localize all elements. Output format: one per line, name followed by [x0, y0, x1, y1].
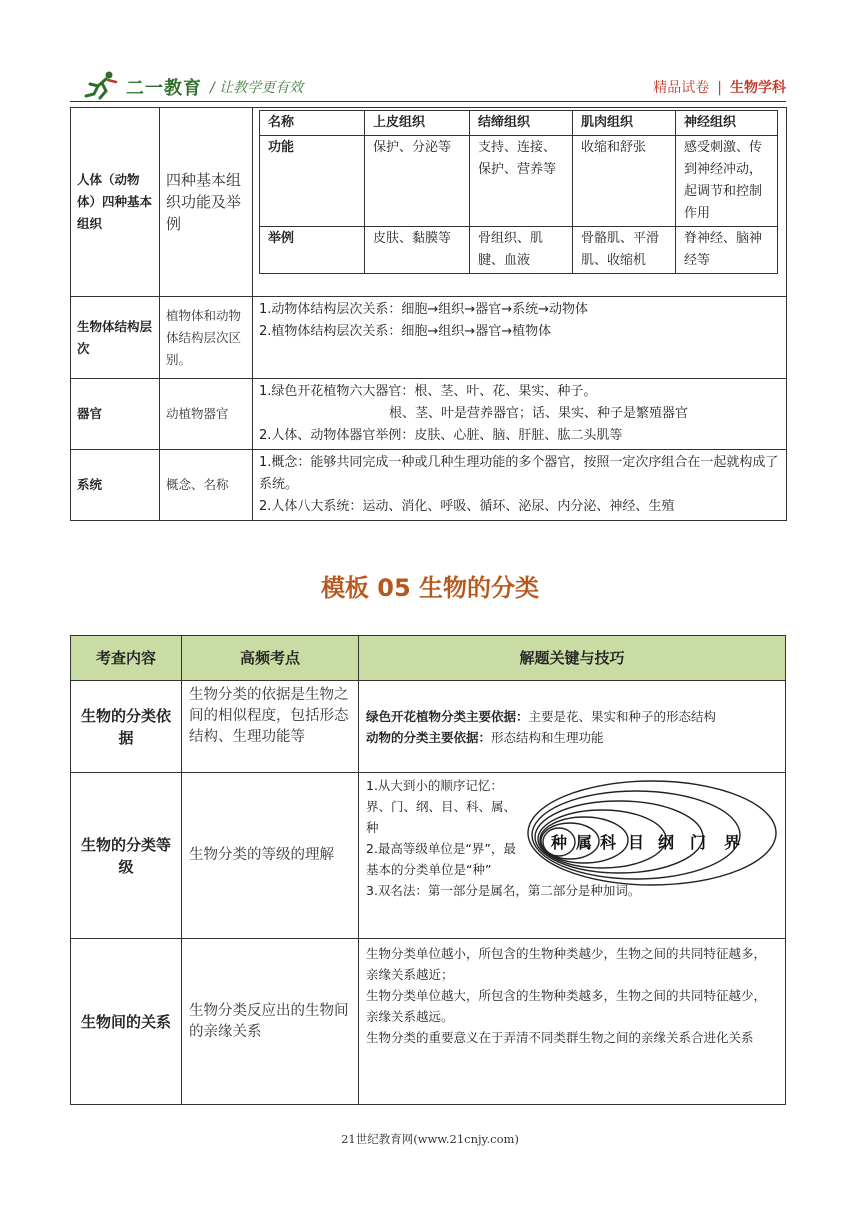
rank-label: 科: [599, 833, 617, 852]
content-line: [366, 727, 778, 748]
content-line: 1.动物体结构层次关系：细胞→组织→器官→系统→动物体: [259, 302, 588, 317]
rank-ovals-diagram: [526, 778, 778, 888]
table-row: [71, 681, 786, 773]
tissue-header: 上皮组织: [365, 111, 470, 136]
table-row: [71, 939, 786, 1105]
content-line: 3.双名法：第一部分是属名，第二部分是种加词。: [366, 883, 641, 898]
example-cell: 皮肤、黏膜等: [365, 227, 470, 274]
table-row: [71, 297, 787, 379]
content-line: [366, 706, 778, 727]
header-rule: [70, 101, 786, 102]
table-row: [71, 450, 787, 521]
content-line: 生物分类单位越大，所包含的生物种类越多，生物之间的共同特征越少，亲缘关系越远。: [366, 988, 767, 1024]
header-separator: |: [717, 80, 722, 96]
content-line: 2.人体八大系统：运动、消化、呼吸、循环、泌尿、内分泌、神经、生殖: [259, 499, 675, 514]
function-cell: 保护、分泌等: [365, 136, 470, 227]
content-cell: [253, 379, 787, 450]
animal-basis-text: 形态结构和生理功能: [491, 729, 604, 745]
content-line: 2.最高等级单位是“界”，最基本的分类单位是“种”: [366, 841, 516, 877]
content-line: 1.从大到小的顺序记忆：界、门、纲、目、科、属、种: [366, 778, 517, 835]
example-cell: 骨骼肌、平滑肌、收缩机: [573, 227, 676, 274]
content-cell: [359, 939, 786, 1105]
page-footer: 21世纪教育网(www.21cnjy.com): [341, 1132, 519, 1146]
point-cell: 植物体和动物体结构层次区别。: [160, 297, 253, 379]
tissue-header: 肌肉组织: [573, 111, 676, 136]
brand-name: 二一教育: [126, 78, 202, 99]
point-cell: 生物分类的等级的理解: [182, 773, 359, 939]
header-right: [653, 77, 786, 97]
content-cell: [359, 681, 786, 773]
tissue-header-row: [260, 111, 778, 136]
function-cell: 感受刺激、传到神经冲动，起调节和控制作用: [676, 136, 778, 227]
paper-label: 精品试卷: [653, 80, 710, 96]
tissue-header: 结缔组织: [470, 111, 573, 136]
column-header: 高频考点: [182, 636, 359, 681]
table-header-row: [71, 636, 786, 681]
content-line: 2.人体、动物体器官举例：皮肤、心脏、脑、肝脏、肱二头肌等: [259, 428, 623, 443]
tissue-example-row: [260, 227, 778, 274]
point-cell: 动植物器官: [160, 379, 253, 450]
topic-cell: 生物体结构层次: [71, 297, 160, 379]
content-line: 2.植物体结构层次关系：细胞→组织→器官→植物体: [259, 324, 552, 339]
page-header: [70, 68, 786, 102]
column-header: 考查内容: [71, 636, 182, 681]
content-line: 1.概念：能够共同完成一种或几种生理功能的多个器官，按照一定次序组合在一起就构成了系统。: [259, 455, 779, 492]
rank-label: 目: [627, 833, 645, 852]
rank-label: 界: [723, 833, 741, 852]
function-cell: 收缩和舒张: [573, 136, 676, 227]
content-line: 1.绿色开花植物六大器官：根、茎、叶、花、果实、种子。: [259, 384, 597, 399]
content-line: 根、茎、叶是营养器官；话、果实、种子是繁殖器官: [389, 406, 689, 421]
tissue-function-row: [260, 136, 778, 227]
topic-cell: 生物间的关系: [71, 939, 182, 1105]
tissue-table: [259, 110, 778, 274]
tissue-header: 神经组织: [676, 111, 778, 136]
example-cell: 脊神经、脑神经等: [676, 227, 778, 274]
rank-label: 纲: [657, 833, 675, 852]
rank-label: 属: [575, 833, 593, 852]
example-label: 举例: [260, 227, 365, 274]
function-cell: 支持、连接、保护、营养等: [470, 136, 573, 227]
table-row: [71, 108, 787, 297]
content-line: 生物分类单位越小，所包含的生物种类越少，生物之间的共同特征越多，亲缘关系越近；: [366, 946, 767, 982]
slogan: / 让教学更有效: [210, 80, 304, 96]
animal-basis-label: 动物的分类主要依据：: [366, 729, 492, 745]
section-title: 模板 05 生物的分类: [320, 574, 540, 602]
plant-basis-label: 绿色开花植物分类主要依据：: [366, 708, 529, 724]
content-cell: [253, 297, 787, 379]
point-cell: 概念、名称: [160, 450, 253, 521]
rank-label: 种: [550, 833, 568, 852]
example-cell: 骨组织、肌腱、血液: [470, 227, 573, 274]
structure-table: [70, 107, 787, 521]
topic-cell: 系统: [71, 450, 160, 521]
topic-cell: 器官: [71, 379, 160, 450]
point-cell: 生物分类反应出的生物间的亲缘关系: [182, 939, 359, 1105]
tissue-header: 名称: [260, 111, 365, 136]
subject-label: 生物学科: [730, 80, 786, 96]
plant-basis-text: 主要是花、果实和种子的形态结构: [528, 708, 717, 724]
column-header: 解题关键与技巧: [359, 636, 786, 681]
point-cell: 四种基本组织功能及举例: [160, 108, 253, 297]
rank-label: 门: [689, 833, 707, 852]
topic-cell: 生物的分类等级: [71, 773, 182, 939]
table-row: [71, 379, 787, 450]
content-line: 生物分类的重要意义在于弄清不同类群生物之间的亲缘关系合进化关系: [366, 1030, 754, 1045]
running-man-logo-icon: [82, 70, 122, 100]
point-cell: 生物分类的依据是生物之间的相似程度，包括形态结构、生理功能等: [182, 681, 359, 773]
content-cell: [253, 450, 787, 521]
topic-cell: 人体（动物体）四种基本组织: [71, 108, 160, 297]
tissue-cell: [253, 108, 787, 297]
topic-cell: 生物的分类依据: [71, 681, 182, 773]
function-label: 功能: [260, 136, 365, 227]
